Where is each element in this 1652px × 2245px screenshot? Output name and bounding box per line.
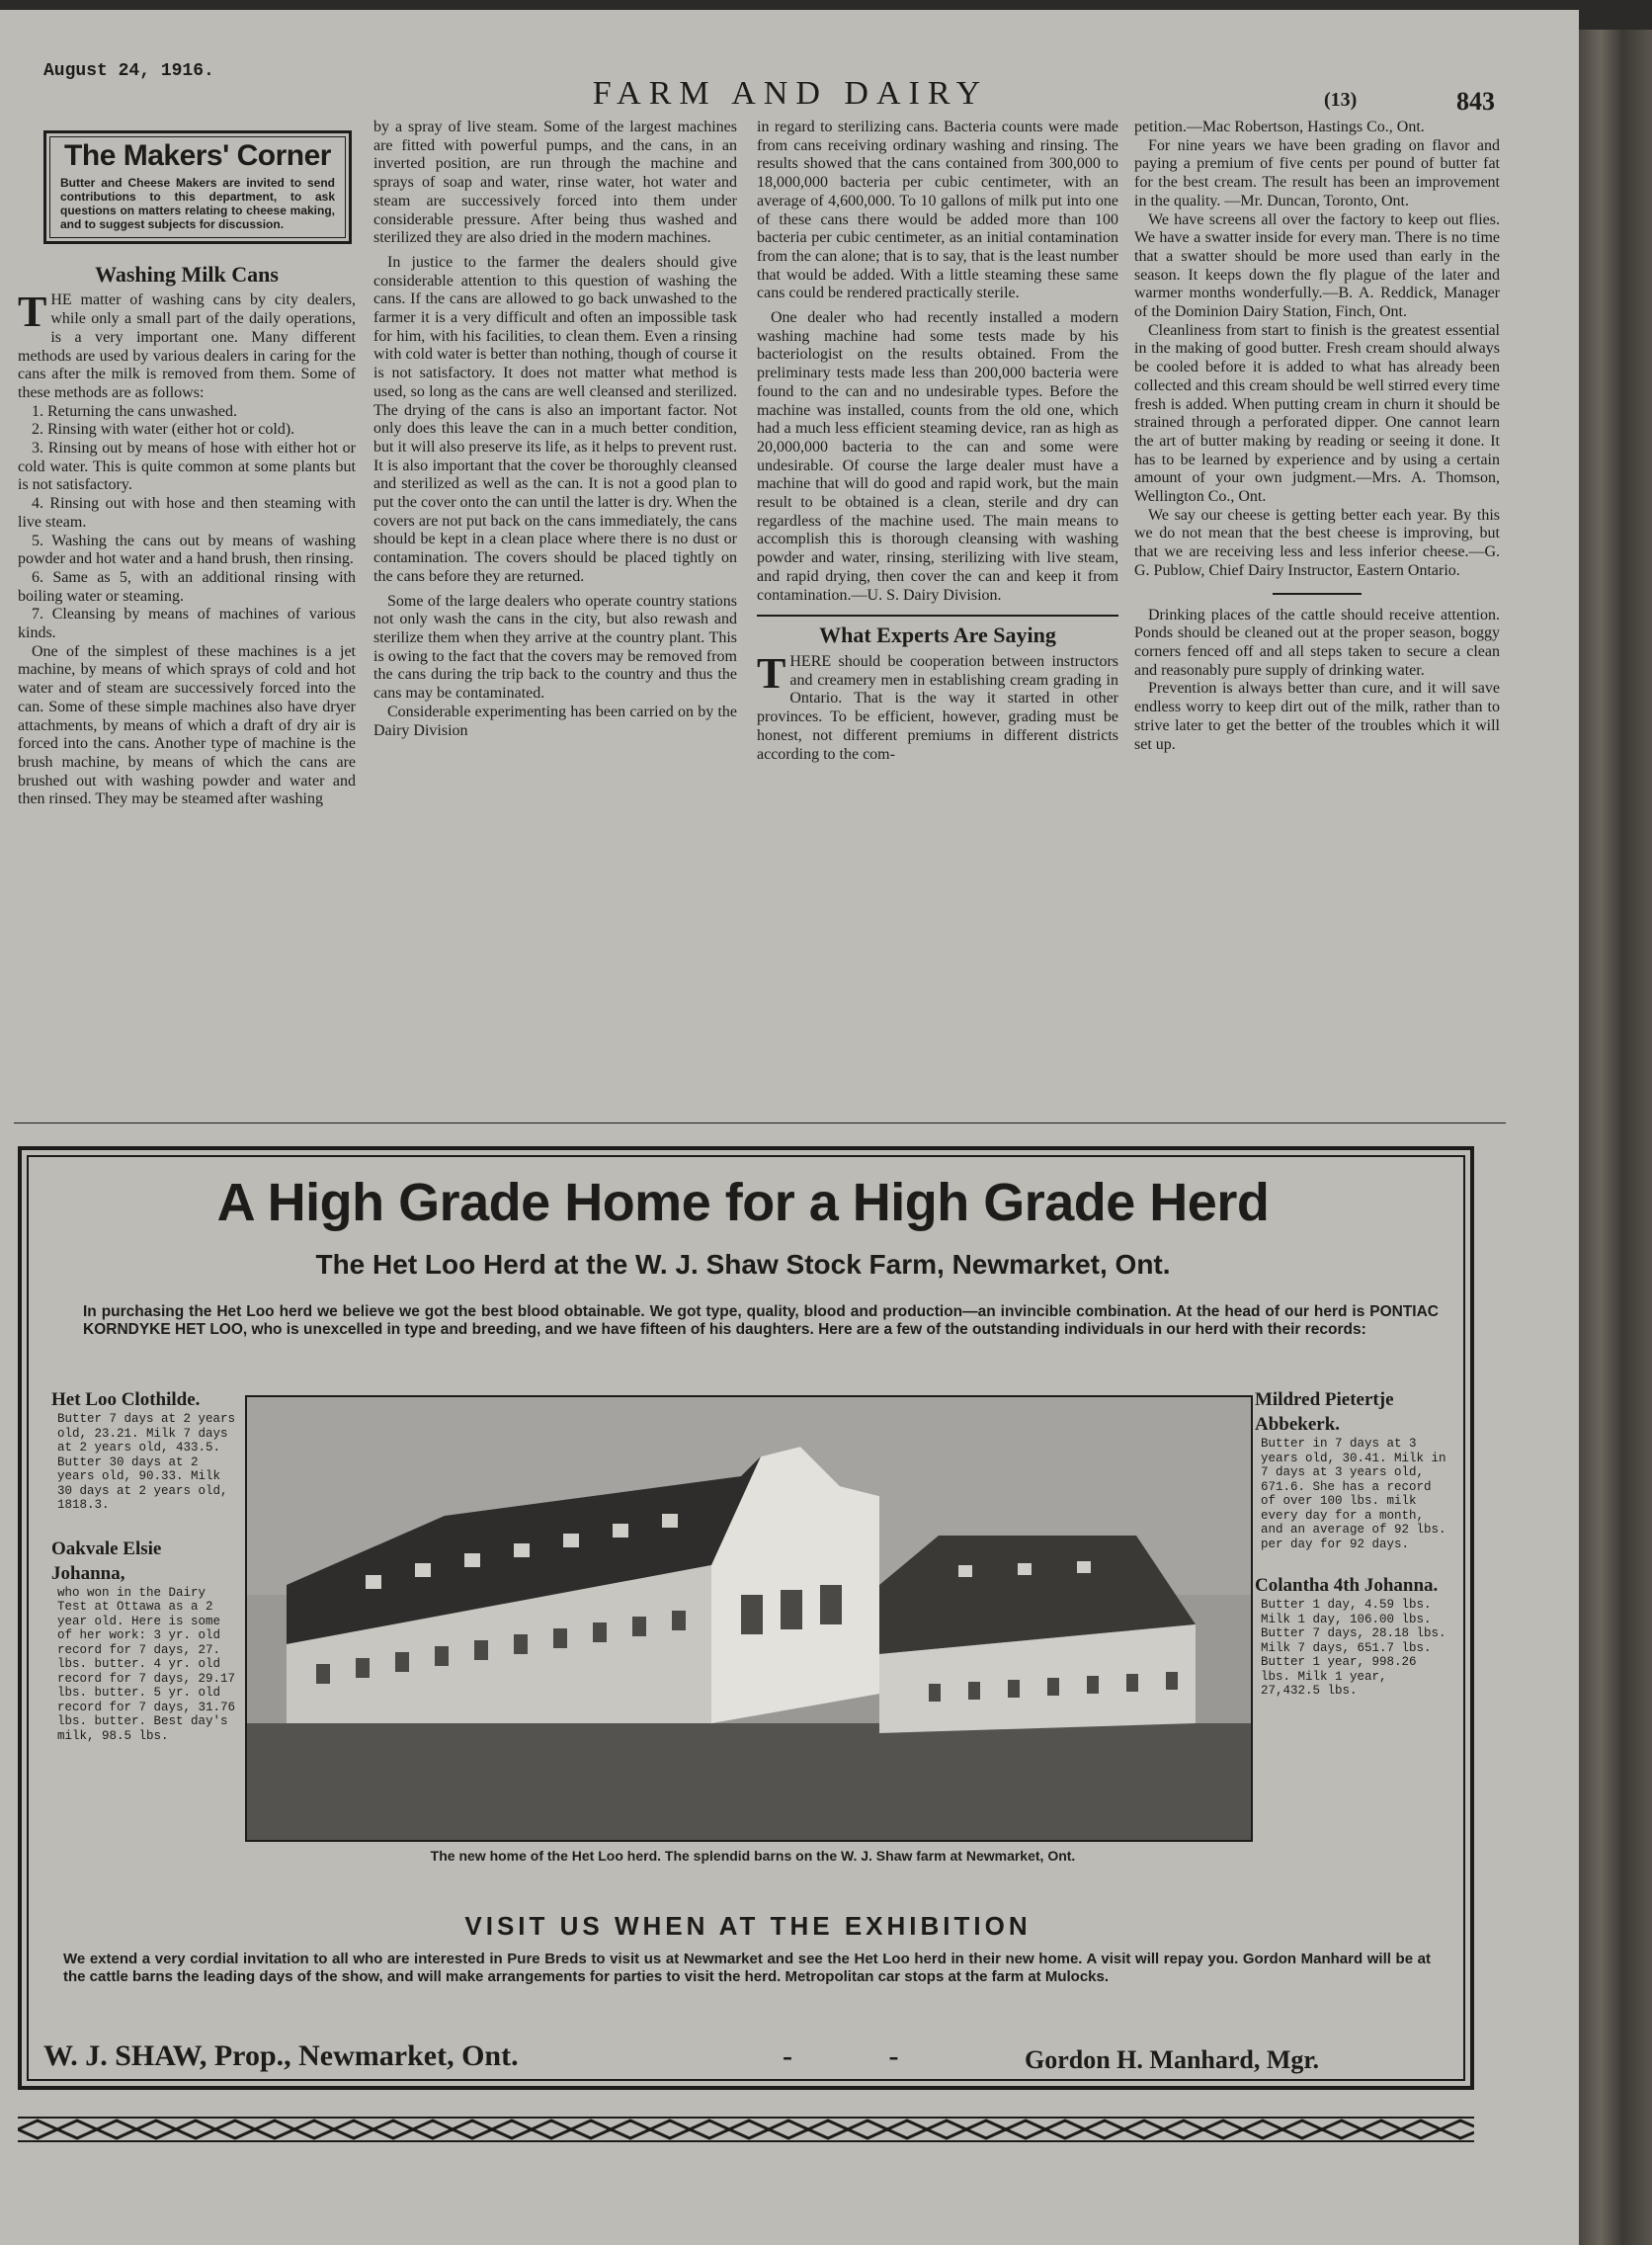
- visit-title: VISIT US WHEN AT THE EXHIBITION: [464, 1911, 1032, 1941]
- method-item: 3. Rinsing out by means of hose with either hot or cold water. This is quite common at some plants but is not satisfactory.: [18, 440, 356, 494]
- article-paragraph: One dealer who had recently installed a modern washing machine had some tests made by his bacteriologist on the results obtained. From the preliminary tests made less than 200,000 bacteria were found to the can and no undesirable types. Before the machine was installed, counts from the old one, which had a much less efficient steaming device, ran as high as 20,000,000 bacteria to the can and some were undesirable. Of course the large dealer must have a machine that will do good and rapid work, but the main result to be obtained is a clean, sterile and dry can regardless of the machine used. The main means to accomplish this is thorough cleansing with washing powder and water, rinsing, sterilizing with live steam, and rapid drying, then cover the can and keep it from contamination.—U. S. Dairy Division.: [757, 309, 1118, 604]
- washing-heading: Washing Milk Cans: [95, 261, 279, 287]
- column-1: [18, 119, 356, 809]
- article-paragraph: For nine years we have been grading on flavor and paying a premium of five cents per pound of butter fat for the best cream. The result has been an improvement in the quality. —Mr. Duncan, Toronto, Ont.: [1134, 136, 1500, 209]
- section-divider: [757, 615, 1118, 617]
- article-paragraph: Drinking places of the cattle should receive attention. Ponds should be cleaned out at the proper season, boggy corners fenced off and all steps taken to secure a clean and reasonably pure supply of drinking water.: [1134, 606, 1500, 679]
- horizontal-rule: [14, 1122, 1506, 1123]
- article-paragraph: We have screens all over the factory to keep out flies. We have a swatter inside for every man. There is no time that a swatter should be more used than early in the season. It keeps down the fly plague of the later and warmer months wonderfully.—B. A. Reddick, Manager of the Dominion Dairy Station, Finch, Ont.: [1134, 210, 1500, 321]
- right-cow-records: [1255, 1387, 1452, 1699]
- article-paragraph: Some of the large dealers who operate country stations not only wash the cans in the city, but also rewash and sterilize them when they arrive at the country plant. This is owing to the fact that the covers may be removed from the cans during the trip back to the country and thus the cans may be contaminated.: [373, 592, 737, 703]
- column-4: [1134, 119, 1500, 754]
- cow-records: Butter in 7 days at 3 years old, 30.41. Milk in 7 days at 3 years old, 671.6. She has a record of over 100 lbs. milk every day for a month, and an average of 92 lbs. per day for 92 days.: [1261, 1437, 1446, 1551]
- barn-photo: [245, 1395, 1253, 1842]
- experts-intro: THERE should be cooperation between instructors and creamery men in establishing cream grading in Ontario. That is the way it started in other provinces. To be efficient, however, grading must be honest, not different premiums in different districts according to the com-: [757, 648, 1118, 763]
- method-item: 7. Cleansing by means of machines of various kinds.: [18, 606, 356, 642]
- method-item: 6. Same as 5, with an additional rinsing with boiling water or steaming.: [18, 568, 356, 605]
- cow-name: Het Loo Clothilde.: [51, 1389, 201, 1410]
- manager-line: Gordon H. Manhard, Mgr.: [1025, 2045, 1320, 2074]
- article-paragraph: in regard to sterilizing cans. Bacteria counts were made from cans receiving ordinary washing and rinsing. The results showed that the cans contained from 300,000 to 18,000,000 bacteria per cubic centimeter, with an average of 4,600,000. To 10 gallons of milk put into one of these cans there would be added more than 100 bacteria per cubic centimeter, as an initial contamination from the can alone; that is to say, that is the least number that would be added. With a little steaming these same cans could be rendered practically sterile.: [757, 119, 1118, 302]
- dropcap: T: [18, 288, 47, 337]
- visit-text: We extend a very cordial invitation to all who are interested in Pure Breds to visit us at Newmarket and see the Het Loo herd in their new home. A visit will repay you. Gordon Manhard will be at the cattle barns the leading days of the show, and will make arrangements for parties to visit the herd. Metropolitan car stops at the farm at Mulocks.: [63, 1951, 1431, 1985]
- barn-illustration: [247, 1397, 1251, 1840]
- article-paragraph: Cleanliness from start to finish is the greatest essential in the making of good butter. Fresh cream should always be cooled before it is added to what has already been collected and this cream should be well stirred every time fresh is added. When putting cream in churn it should be strained through a perforated dipper. One cannot learn the art of butter making by reading or seeing it done. It has to be learned by experience and by using a certain amount of your own judgment.—Mrs. A. Thomson, Wellington Co., Ont.: [1134, 321, 1500, 506]
- ad-title: A High Grade Home for a High Grade Herd: [216, 1173, 1270, 1232]
- proprietor-line: W. J. SHAW, Prop., Newmarket, Ont.: [43, 2039, 519, 2072]
- article-paragraph: In justice to the farmer the dealers should give considerable attention to this question of washing the cans. If the cans are allowed to go back unwashed to the farmer it is a very difficult and often an impossible task for him, with his facilities, to clean them. Even a rinsing with cold water is better than nothing, though of course it is not satisfactory. It does not matter what method is used, so long as the cans are well cleansed and sterilized. The drying of the cans is also an important factor. Not only does this leave the can in a much better condition, but it will also preserve its life, as it helps to prevent rust. It is also important that the cover be thoroughly cleansed and sterilized as well as the can. It is not a good plan to put the cover onto the can until the latter is dry. When the covers are not put back on the cans immediately, the cans should be kept in a clean place where there is no dust or contamination. The covers should be placed tightly on the cans before they are returned.: [373, 253, 737, 585]
- article-paragraph: by a spray of live steam. Some of the largest machines are fitted with powerful pumps, and the cans, in an inverted position, are run through the machine and sprays of soap and water, rinse water, hot water and steam are successively forced into them under considerable pressure. After being thus washed and sterilized they are also dried in the modern machines.: [373, 119, 737, 247]
- ad-intro: In purchasing the Het Loo herd we believe we got the best blood obtainable. We got type, quality, blood and production—an invincible combination. At the head of our herd is PONTIAC KORNDYKE HET LOO, who is unexcelled in type and breeding, and we have fifteen of his daughters. Here are a few of the outstanding individuals in our herd with their records:: [83, 1303, 1439, 1338]
- makers-corner-title: The Makers' Corner: [64, 139, 331, 172]
- section-number: (13): [1324, 89, 1358, 111]
- footer-dashes: - -: [783, 2039, 899, 2072]
- method-item: 1. Returning the cans unwashed.: [32, 402, 237, 420]
- article-paragraph: Prevention is always better than cure, and it will save endless worry to keep dirt out of the milk, rather than to strive later to get the better of the troubles which it will set up.: [1134, 680, 1500, 753]
- book-binding-edge: [1579, 30, 1652, 2245]
- decorative-border: [18, 2115, 1474, 2144]
- article-paragraph: petition.—Mac Robertson, Hastings Co., Ont.: [1134, 119, 1425, 135]
- issue-date: August 24, 1916.: [43, 61, 214, 81]
- article-paragraph: Considerable experimenting has been carried on by the Dairy Division: [373, 703, 737, 739]
- cow-records: Butter 1 day, 4.59 lbs. Milk 1 day, 106.00 lbs. Butter 7 days, 28.18 lbs. Milk 7 days, 651.7 lbs. Butter 1 year, 998.26 lbs. Milk 1 year, 27,432.5 lbs.: [1261, 1598, 1446, 1698]
- dropcap: T: [757, 648, 786, 698]
- method-item: 2. Rinsing with water (either hot or cold).: [32, 421, 295, 439]
- experts-heading: What Experts Are Saying: [819, 623, 1056, 648]
- article-paragraph: We say our cheese is getting better each year. By this we do not mean that the best cheese is improving, but that we are receiving less and less inferior cheese.—G. G. Publow, Chief Dairy Instructor, Eastern Ontario.: [1134, 506, 1500, 579]
- masthead-title: FARM AND DAIRY: [592, 75, 989, 112]
- page-number: 843: [1456, 87, 1495, 116]
- het-loo-advertisement: [18, 1146, 1474, 2090]
- newspaper-page: [0, 10, 1579, 2245]
- article-paragraph: One of the simplest of these machines is a jet machine, by means of which sprays of cold and hot water and of steam are successively forced into the can. Some of these simple machines also have dryer attachments, by means of which a draft of dry air is forced into the cans. Another type of machine is the brush machine, by means of which the cans are brushed out with washing powder and water and then rinsed. They may be steamed after washing: [18, 642, 356, 808]
- left-cow-records: [51, 1387, 239, 1743]
- method-item: 4. Rinsing out with hose and then steaming with live steam.: [18, 495, 356, 531]
- column-2: [373, 119, 737, 740]
- makers-corner-text: Butter and Cheese Makers are invited to send contributions to this department, to ask questions on matters relating to cheese making, and to suggest subjects for discussion.: [60, 175, 335, 231]
- cow-name: Colantha 4th Johanna.: [1255, 1575, 1439, 1596]
- cow-records: Butter 7 days at 2 years old, 23.21. Milk 7 days at 2 years old, 433.5. Butter 30 days at 2 years old, 90.33. Milk 30 days at 2 years old, 1818.3.: [57, 1412, 236, 1512]
- column-divider: [1273, 593, 1362, 595]
- cow-name: Oakvale Elsie Johanna,: [51, 1538, 162, 1584]
- photo-caption: The new home of the Het Loo herd. The splendid barns on the W. J. Shaw farm at Newmarket, Ont.: [430, 1848, 1076, 1864]
- cow-name: Mildred Pietertje Abbekerk.: [1255, 1389, 1394, 1435]
- washing-intro: THE matter of washing cans by city dealers, while only a small part of the daily operations, is a very important one. Many different methods are used by various dealers in caring for the cans after the milk is removed from them. Some of these methods are as follows:: [18, 288, 356, 401]
- method-item: 5. Washing the cans out by means of washing powder and hot water and a hand brush, then rinsing.: [18, 532, 356, 568]
- makers-corner-box: [43, 130, 352, 244]
- cow-records: who won in the Dairy Test at Ottawa as a 2 year old. Here is some of her work: 3 yr. old record for 7 days, 27. lbs. butter. 4 yr. old record for 7 days, 29.17 lbs. butter. 5 yr. old record for 7 days, 31.76 lbs. butter. Best day's milk, 98.5 lbs.: [57, 1585, 236, 1743]
- column-3: [757, 119, 1118, 764]
- ad-subtitle: The Het Loo Herd at the W. J. Shaw Stock Farm, Newmarket, Ont.: [315, 1249, 1171, 1280]
